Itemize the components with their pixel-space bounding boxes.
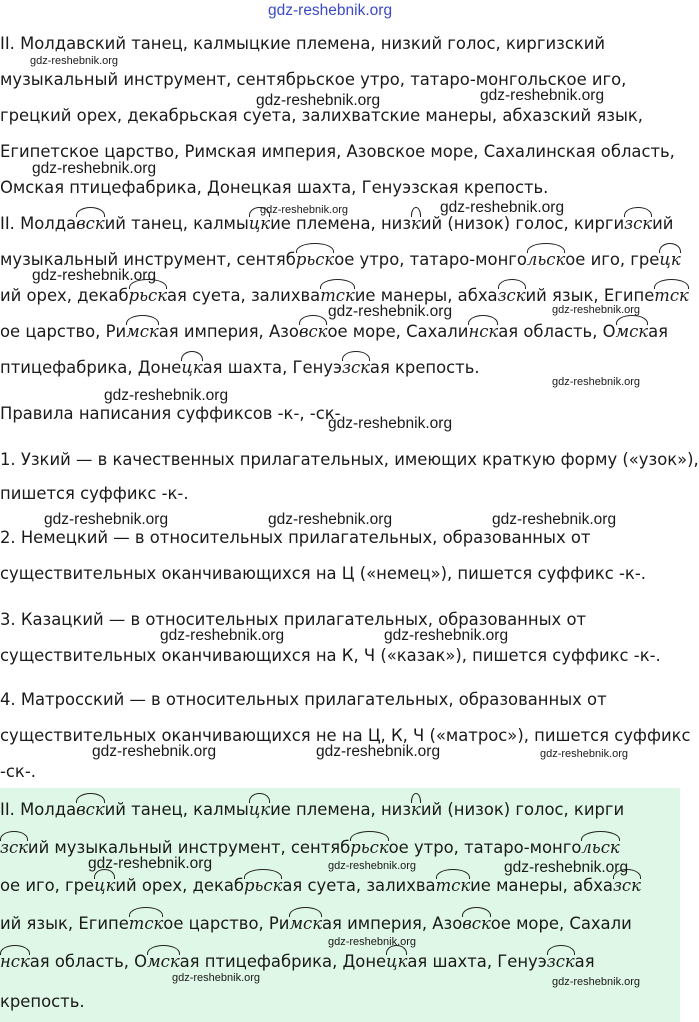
text: ая суета, залихва	[167, 286, 321, 305]
text: ий (низок) голос, кирги	[420, 214, 625, 233]
watermark: gdz-reshebnik.org	[316, 743, 441, 760]
suffix-mark: тск	[320, 286, 355, 305]
suffix-mark: цк	[181, 358, 203, 377]
section2-line-5	[0, 358, 480, 378]
section3-line-1	[0, 800, 624, 820]
watermark: gdz-reshebnik.org	[256, 92, 381, 109]
watermark: gdz-reshebnik.org	[88, 855, 213, 872]
suffix-mark: нск	[468, 322, 499, 341]
suffix-mark: мск	[615, 322, 649, 341]
watermark: gdz-reshebnik.org	[268, 511, 393, 528]
suffix-mark: вск	[298, 322, 328, 341]
watermark: gdz-reshebnik.org	[328, 936, 417, 948]
suffix-mark: зск	[0, 838, 28, 857]
site-watermark-header[interactable]: gdz-reshebnik.org	[268, 2, 393, 19]
section1-line-5: Омская птицефабрика, Донецкая шахта, Генуэзская крепость.	[0, 178, 549, 197]
text: II. Молда	[0, 800, 77, 819]
suffix-mark: льск	[581, 838, 620, 857]
watermark: gdz-reshebnik.org	[44, 511, 169, 528]
rule-3-line-1: 3. Казацкий — в относительных прилагательных, образованных от	[0, 610, 587, 629]
text: ое иго, гре	[0, 876, 95, 895]
text: ая суета, залихва	[282, 876, 436, 895]
rule-4-line-3: -ск-.	[0, 762, 36, 781]
text: ая	[648, 322, 668, 341]
suffix-mark: льск	[526, 250, 566, 269]
watermark: gdz-reshebnik.org	[384, 627, 509, 644]
suffix-mark: цк	[659, 250, 681, 269]
rules-title: Правила написания суффиксов -к-, -ск-	[0, 404, 341, 423]
text: ая область, О	[29, 952, 148, 971]
text: ая крепость.	[369, 358, 480, 377]
text: ая птицефабрика, Доне	[179, 952, 387, 971]
suffix-mark: рьск	[350, 838, 389, 857]
watermark: gdz-reshebnik.org	[104, 387, 229, 404]
text: музыкальный инструмент, сентяб	[0, 250, 296, 269]
suffix-mark: рьск	[128, 286, 168, 305]
watermark: gdz-reshebnik.org	[504, 859, 629, 876]
suffix-mark: вск	[76, 800, 105, 819]
suffix-mark: цк	[94, 876, 116, 895]
watermark: gdz-reshebnik.org	[32, 267, 157, 284]
suffix-mark: рьск	[295, 250, 335, 269]
text: ое утро, татаро-монго	[388, 838, 582, 857]
watermark: gdz-reshebnik.org	[172, 972, 261, 984]
text: ая область, О	[498, 322, 616, 341]
suffix-mark: тск	[128, 914, 164, 933]
rule-1-line-1: 1. Узкий — в качественных прилагательных, имеющих краткую форму («узок»),	[0, 450, 699, 469]
suffix-mark: мск	[126, 322, 159, 341]
text: ая шахта, Генуэ	[202, 358, 342, 377]
suffix-mark: рьск	[244, 876, 283, 895]
suffix-mark: цк	[248, 800, 271, 819]
suffix-mark: цк	[386, 952, 408, 971]
section3-line-5	[0, 952, 595, 972]
text: ое царство, Ри	[163, 914, 290, 933]
text: ие племена, низ	[270, 214, 412, 233]
watermark: gdz-reshebnik.org	[540, 748, 629, 760]
suffix-mark: зск	[342, 358, 370, 377]
text: ий орех, декаб	[0, 286, 129, 305]
watermark: gdz-reshebnik.org	[92, 743, 217, 760]
suffix-mark: мск	[289, 914, 322, 933]
text: ая империя, Азо	[322, 914, 463, 933]
section1-line-4: Египетское царство, Римская империя, Азовское море, Сахалинская область,	[0, 142, 675, 161]
text: ий танец, калмы	[104, 214, 249, 233]
section2-line-4	[0, 322, 668, 342]
rule-3-line-2: существительных оканчивающихся на К, Ч («казак»), пишется суффикс -к-.	[0, 646, 661, 665]
text: ие манеры, абха	[354, 286, 498, 305]
suffix-mark: тск	[654, 286, 689, 305]
rule-2-line-1: 2. Немецкий — в относительных прилагательных, образованных от	[0, 528, 591, 547]
watermark: gdz-reshebnik.org	[480, 87, 605, 104]
suffix-mark: цк	[248, 214, 271, 233]
suffix-mark: зск	[612, 876, 641, 895]
text: ий музыкальный инструмент, сентяб	[27, 838, 351, 857]
rule-4-line-2: существительных оканчивающихся не на Ц, К, Ч («матрос»), пишется суффикс	[0, 726, 691, 745]
suffix-mark: нск	[0, 952, 30, 971]
section1-line-2: музыкальный инструмент, сентябрьское утро, татаро-монгольское иго,	[0, 70, 627, 89]
watermark: gdz-reshebnik.org	[260, 204, 349, 216]
section3-line-6: крепость.	[0, 992, 85, 1011]
section3-line-3	[0, 876, 641, 896]
text: ий	[652, 214, 674, 233]
rule-1-line-2: пишется суффикс -к-.	[0, 484, 189, 503]
suffix-mark: вск	[462, 914, 491, 933]
rule-2-line-2: существительных оканчивающихся на Ц («немец»), пишется суффикс -к-.	[0, 564, 646, 583]
watermark: gdz-reshebnik.org	[552, 976, 641, 988]
text: птицефабрика, Доне	[0, 358, 182, 377]
section1-line-3: грецкий орех, декабрьская суета, залихватские манеры, абхазский язык,	[0, 106, 644, 125]
rule-4-line-1: 4. Матросский — в относительных прилагательных, образованных от	[0, 690, 607, 709]
section3-line-4	[0, 914, 632, 934]
text: ие племена, низ	[270, 800, 412, 819]
watermark: gdz-reshebnik.org	[30, 55, 119, 67]
text: ий язык, Египе	[0, 914, 129, 933]
watermark: gdz-reshebnik.org	[552, 304, 641, 316]
suffix-mark: зск	[624, 214, 653, 233]
watermark: gdz-reshebnik.org	[32, 160, 157, 177]
suffix-mark: к	[411, 214, 421, 233]
text: ое утро, татаро-монго	[334, 250, 527, 269]
watermark: gdz-reshebnik.org	[328, 860, 417, 872]
text: ая империя, Азо	[158, 322, 299, 341]
text: ий язык, Египе	[525, 286, 655, 305]
suffix-mark: к	[411, 800, 421, 819]
text: ое море, Сахали	[327, 322, 469, 341]
text: ий орех, декаб	[115, 876, 244, 895]
suffix-mark: зск	[497, 286, 526, 305]
text: ий (низок) голос, кирги	[420, 800, 625, 819]
watermark: gdz-reshebnik.org	[440, 199, 565, 216]
text: ое иго, гре	[565, 250, 660, 269]
suffix-mark: тск	[435, 876, 471, 895]
watermark: gdz-reshebnik.org	[328, 415, 453, 432]
suffix-mark: зск	[546, 952, 575, 971]
watermark: gdz-reshebnik.org	[328, 303, 453, 320]
watermark: gdz-reshebnik.org	[492, 511, 617, 528]
watermark: gdz-reshebnik.org	[160, 627, 285, 644]
text: ий танец, калмы	[104, 800, 249, 819]
section1-line-1: II. Молдавский танец, калмыцкие племена, низкий голос, киргизский	[0, 34, 606, 53]
text: ое море, Сахали	[490, 914, 632, 933]
watermark: gdz-reshebnik.org	[552, 376, 641, 388]
section2-line-1	[0, 214, 673, 234]
text: ое царство, Ри	[0, 322, 127, 341]
text: II. Молда	[0, 214, 77, 233]
suffix-mark: вск	[76, 214, 105, 233]
suffix-mark: мск	[147, 952, 180, 971]
text: ая	[574, 952, 595, 971]
text: ие манеры, абха	[470, 876, 613, 895]
text: ая шахта, Генуэ	[407, 952, 547, 971]
